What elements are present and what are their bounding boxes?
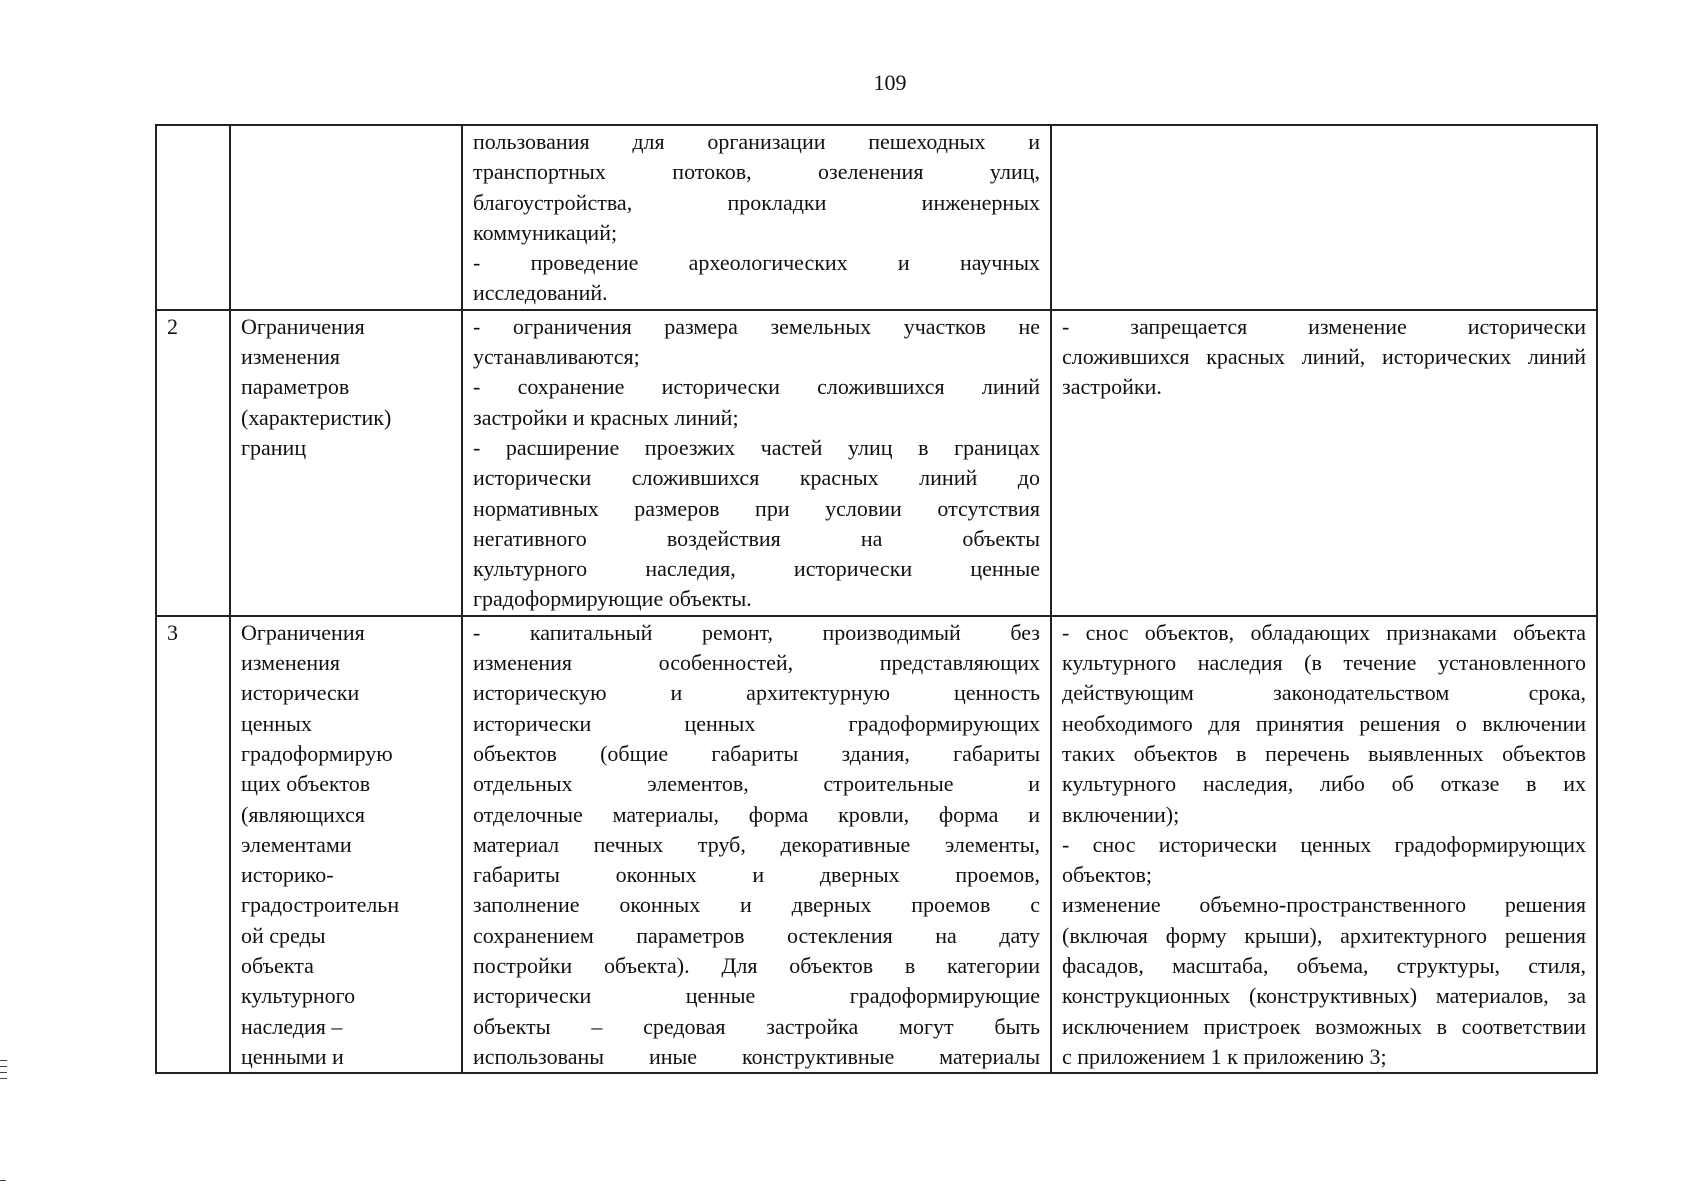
cell-text-line: (включая форму крыши), архитектурного решения — [1062, 922, 1586, 948]
cell-text-line: постройки объекта). Для объектов в категории — [473, 953, 1040, 979]
row-name-cell — [230, 125, 462, 310]
cell-text-line: с приложением 1 к приложению 3; — [1062, 1043, 1387, 1069]
cell-text-line: сложившихся красных линий, исторических линий — [1062, 344, 1586, 370]
cell-text-line: культурного наследия, исторически ценные — [473, 556, 1040, 582]
cell-text-line: щих объектов — [241, 771, 371, 797]
row-number-cell: 3 — [156, 616, 230, 1073]
cell-text-line: культурного наследия (в течение установленного — [1062, 650, 1586, 676]
cell-text-line: - капитальный ремонт, производимый без — [473, 619, 1040, 645]
cell-text-line: параметров — [241, 374, 350, 400]
binding-mark — [0, 1072, 7, 1073]
cell-text-line: нормативных размеров при условии отсутствия — [473, 495, 1040, 521]
cell-text-line: ой среды — [241, 922, 326, 948]
cell-text-line: - запрещается изменение исторически — [1062, 313, 1586, 339]
table-row — [156, 125, 1597, 310]
cell-text-line: действующим законодательством срока, — [1062, 680, 1586, 706]
cell-text-line: градостроительн — [241, 892, 400, 918]
binding-mark — [0, 1078, 7, 1079]
cell-text-line: исторически ценные градоформирующие — [473, 983, 1040, 1009]
cell-text-line: объекты – средовая застройка могут быть — [473, 1013, 1040, 1039]
row-forbidden-cell — [1051, 125, 1597, 310]
cell-text-line: - снос объектов, обладающих признаками объекта — [1062, 619, 1586, 645]
cell-text-line: наследия – — [241, 1013, 343, 1039]
cell-text-line: габариты оконных и дверных проемов, — [473, 862, 1040, 888]
cell-text-line: ценных — [241, 710, 312, 736]
row-number-cell: 2 — [156, 310, 230, 616]
cell-text-line: историко- — [241, 862, 334, 888]
cell-text-line: исторически ценных градоформирующих — [473, 710, 1040, 736]
cell-text-line: транспортных потоков, озеленения улиц, — [473, 159, 1040, 185]
cell-text-line: (являющихся — [241, 801, 366, 827]
cell-text-line: сохранением параметров остекления на дату — [473, 922, 1040, 948]
cell-text-line: (характеристик) — [241, 404, 392, 430]
cell-text-line: заполнение оконных и дверных проемов с — [473, 892, 1040, 918]
cell-text-line: объекта — [241, 953, 314, 979]
cell-text-line: конструкционных (конструктивных) материалов, за — [1062, 983, 1586, 1009]
cell-text-line: историческую и архитектурную ценность — [473, 680, 1040, 706]
cell-text-line: элементами — [241, 831, 352, 857]
cell-text-line: необходимого для принятия решения о включении — [1062, 710, 1586, 736]
restrictions-table — [155, 124, 1598, 1074]
cell-text-line: - сохранение исторически сложившихся линий — [473, 374, 1040, 400]
cell-text-line: ценными и — [241, 1043, 344, 1069]
cell-text-line: градоформирующие объекты. — [473, 586, 752, 612]
cell-text-line: - расширение проезжих частей улиц в границах — [473, 434, 1040, 460]
page-number: 109 — [873, 70, 907, 95]
cell-text-line: границ — [241, 434, 307, 460]
cell-text-line: изменения особенностей, представляющих — [473, 650, 1040, 676]
cell-text-line: устанавливаются; — [473, 344, 640, 370]
cell-text-line: исторически сложившихся красных линий до — [473, 465, 1040, 491]
cell-text-line: Ограничения — [241, 619, 365, 645]
cell-text-line: исключением пристроек возможных в соответствии — [1062, 1013, 1586, 1039]
table-row — [156, 310, 1597, 616]
cell-text-line: - снос исторически ценных градоформирующих — [1062, 831, 1586, 857]
row-allowed-cell — [462, 616, 1051, 1073]
row-allowed-cell — [462, 125, 1051, 310]
row-forbidden-cell — [1051, 310, 1597, 616]
cell-text-line: негативного воздействия на объекты — [473, 525, 1040, 551]
cell-text-line: изменения — [241, 650, 341, 676]
cell-text-line: - ограничения размера земельных участков не — [473, 313, 1040, 339]
cell-text-line: использованы иные конструктивные материалы — [473, 1043, 1040, 1069]
cell-text-line: культурного — [241, 983, 356, 1009]
cell-text-line: пользования для организации пешеходных и — [473, 129, 1040, 154]
cell-text-line: фасадов, масштаба, объема, структуры, стиля, — [1062, 953, 1586, 979]
cell-text-line: градоформирую — [241, 740, 393, 766]
cell-text-line: отдельных элементов, строительные и — [473, 771, 1040, 797]
binding-mark — [0, 1060, 7, 1061]
table-body — [156, 125, 1597, 1073]
cell-text-line: коммуникаций; — [473, 219, 618, 245]
margin-dash — [0, 1180, 6, 1181]
binding-marks — [0, 1060, 8, 1084]
cell-text-line: изменения — [241, 344, 341, 370]
row-forbidden-cell — [1051, 616, 1597, 1073]
cell-text-line: исторически — [241, 680, 360, 706]
table-row — [156, 616, 1597, 1073]
cell-text-line: изменение объемно-пространственного решения — [1062, 892, 1586, 918]
cell-text-line: Ограничения — [241, 313, 365, 339]
row-allowed-cell — [462, 310, 1051, 616]
cell-text-line: благоустройства, прокладки инженерных — [473, 189, 1040, 215]
cell-text-line: застройки. — [1062, 374, 1162, 400]
row-name-cell — [230, 310, 462, 616]
row-name-cell — [230, 616, 462, 1073]
cell-text-line: материал печных труб, декоративные элементы, — [473, 831, 1040, 857]
cell-text-line: застройки и красных линий; — [473, 404, 739, 430]
cell-text-line: таких объектов в перечень выявленных объектов — [1062, 740, 1586, 766]
cell-text-line: - проведение археологических и научных — [473, 250, 1040, 276]
binding-mark — [0, 1066, 7, 1067]
cell-text-line: объектов; — [1062, 862, 1153, 888]
row-number-cell — [156, 125, 230, 310]
cell-text-line: культурного наследия, либо об отказе в их — [1062, 771, 1586, 797]
cell-text-line: отделочные материалы, форма кровли, форма и — [473, 801, 1040, 827]
cell-text-line: объектов (общие габариты здания, габариты — [473, 740, 1040, 766]
cell-text-line: включении); — [1062, 801, 1180, 827]
cell-text-line: исследований. — [473, 280, 608, 306]
